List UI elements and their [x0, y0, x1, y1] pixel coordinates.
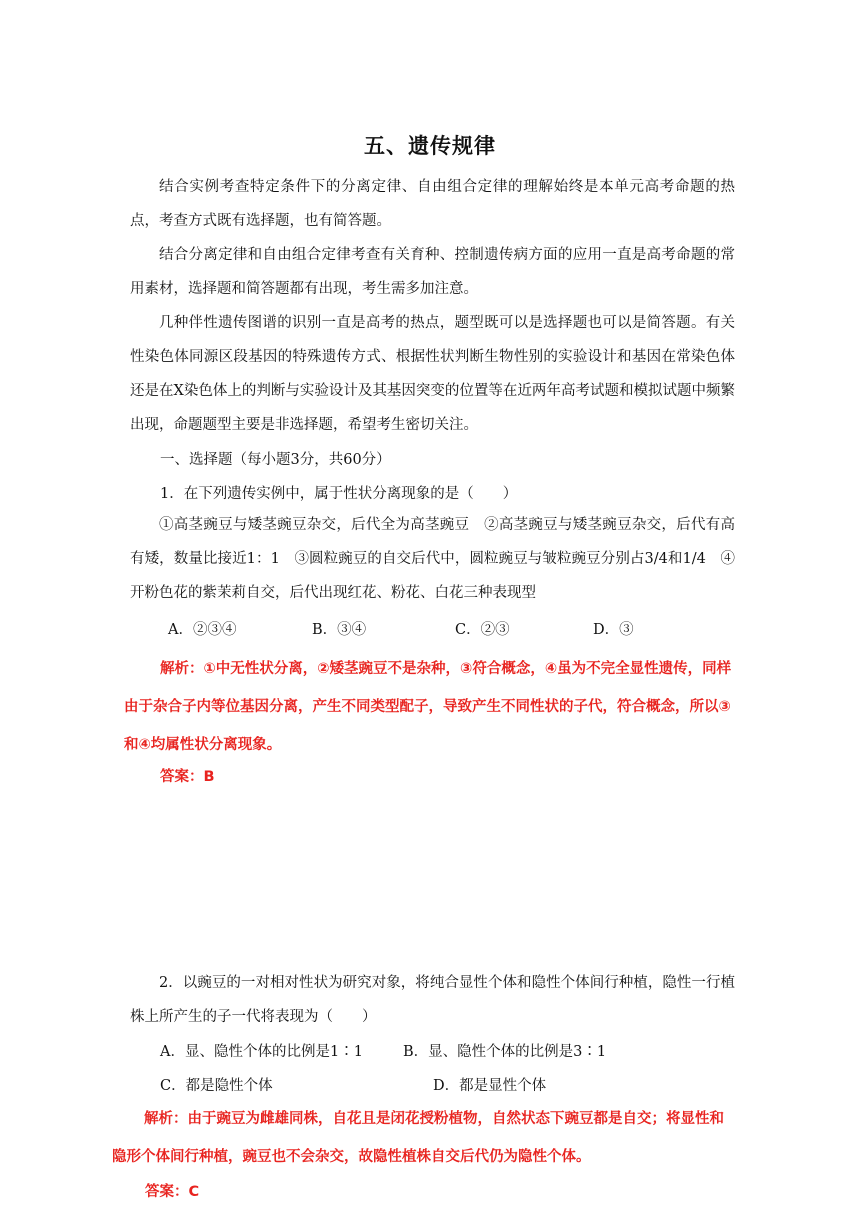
- question-1-analysis: 解析：①中无性状分离，②矮茎豌豆不是杂种，③符合概念，④虽为不完全显性遗传，同样由于杂合子内等位基因分离，产生不同类型配子，导致产生不同性状的子代，符合概念，所以③和④均属性状分离现象。: [124, 661, 732, 753]
- question-1-option-a: A．②③④: [168, 622, 237, 638]
- question-2-analysis: 解析：由于豌豆为雌雄同株，自花且是闭花授粉植物，自然状态下豌豆都是自交；将显性和隐形个体间行种植，豌豆也不会杂交，故隐性植株自交后代仍为隐性个体。: [112, 1111, 724, 1165]
- question-1-answer: 答案：B: [160, 769, 215, 785]
- question-2-stem: 2．以豌豆的一对相对性状为研究对象，将纯合显性个体和隐性个体间行种植，隐性一行植株上所产生的子一代将表现为（ ）: [130, 975, 735, 1025]
- question-2-answer: 答案：C: [145, 1184, 200, 1200]
- question-1-option-b: B．③④: [312, 622, 367, 638]
- question-1-body: ①高茎豌豆与矮茎豌豆杂交，后代全为高茎豌豆 ②高茎豌豆与矮茎豌豆杂交，后代有高有矮，数量比接近1：1 ③圆粒豌豆的自交后代中，圆粒豌豆与皱粒豌豆分别占3/4和1/4 ④开粉色花的紫茉莉自交，后代出现红花、粉花、白花三种表现型: [130, 517, 735, 601]
- intro-paragraph-2: 结合分离定律和自由组合定律考查有关育种、控制遗传病方面的应用一直是高考命题的常用素材，选择题和简答题都有出现，考生需多加注意。: [130, 247, 735, 297]
- question-2-option-a: A．显、隐性个体的比例是1∶1: [160, 1044, 363, 1060]
- question-1-stem: 1．在下列遗传实例中，属于性状分离现象的是（ ）: [160, 486, 518, 502]
- page-title: 五、遗传规律: [364, 134, 496, 158]
- intro-paragraph-3: 几种伴性遗传图谱的识别一直是高考的热点，题型既可以是选择题也可以是简答题。有关性染色体同源区段基因的特殊遗传方式、根据性状判断生物性别的实验设计和基因在常染色体还是在X染色体上的判断与实验设计及其基因突变的位置等在近两年高考试题和模拟试题中频繁出现，命题题型主要是非选择题，希望考生密切关注。: [130, 315, 735, 433]
- section-heading: 一、选择题（每小题3分，共60分）: [160, 452, 391, 468]
- question-2-option-d: D．都是显性个体: [433, 1078, 547, 1094]
- question-2-option-b: B．显、隐性个体的比例是3∶1: [403, 1044, 607, 1060]
- intro-paragraph-1: 结合实例考查特定条件下的分离定律、自由组合定律的理解始终是本单元高考命题的热点，考查方式既有选择题，也有简答题。: [130, 179, 735, 229]
- question-1-option-c: C．②③: [455, 622, 510, 638]
- question-2-option-c: C．都是隐性个体: [160, 1078, 273, 1094]
- question-1-option-d: D．③: [593, 622, 634, 638]
